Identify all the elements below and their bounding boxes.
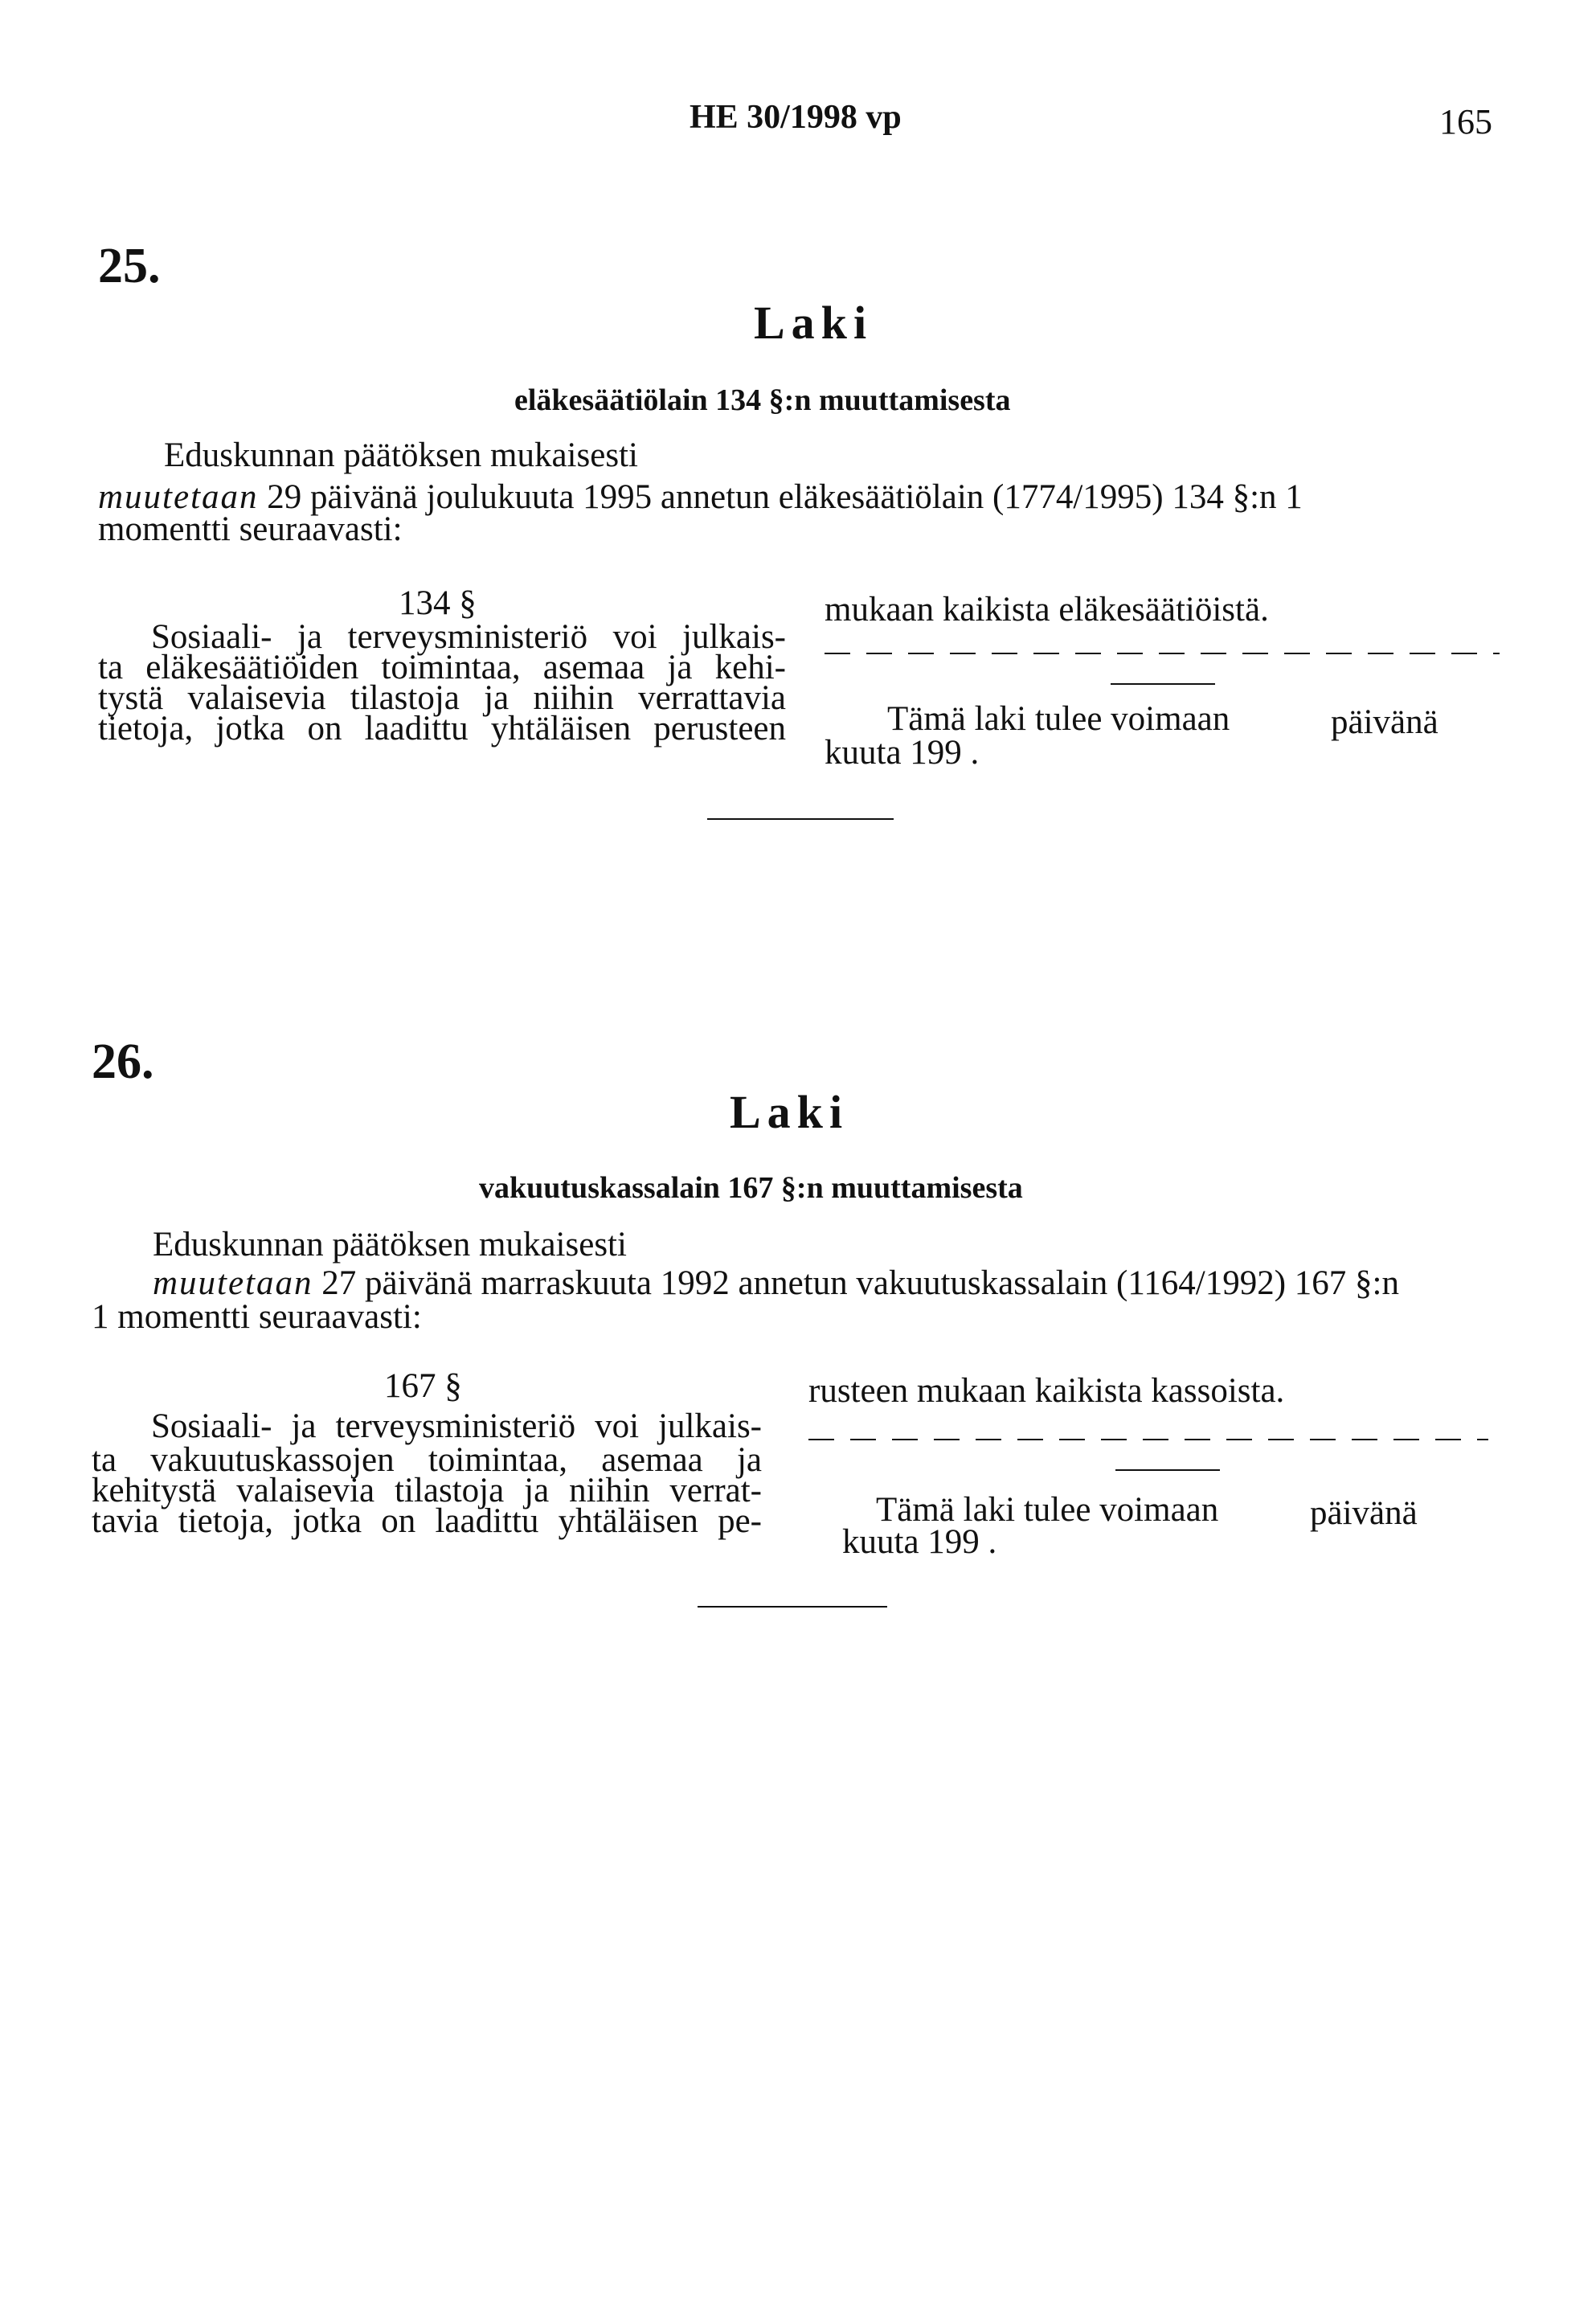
end-rule — [698, 1606, 887, 1608]
entry-into-force-b: päivänä — [1331, 703, 1438, 741]
page-number: 165 — [1439, 102, 1492, 141]
amend-verb: muutetaan — [153, 1264, 313, 1302]
short-rule — [1115, 1469, 1220, 1471]
section-heading: 167 § — [384, 1367, 462, 1405]
amendment-line-1 — [153, 1264, 1487, 1302]
left-line-4: tavia tietoja, jotka on laadittu yhtäläisen pe- — [92, 1502, 762, 1540]
left-line-2: ta eläkesäätiöiden toimintaa, asemaa ja kehi- — [98, 649, 786, 686]
right-continuation: mukaan kaikista eläkesäätiöistä. — [825, 591, 1269, 629]
amendment-line-1 — [98, 478, 1501, 516]
entry-into-force-c: kuuta 199 . — [842, 1523, 997, 1561]
section-heading: 134 § — [399, 584, 477, 622]
amendment-line-2: momentti seuraavasti: — [98, 510, 403, 548]
amend-text: 29 päivänä joulukuuta 1995 annetun eläkesäätiölain (1774/1995) 134 §:n 1 — [258, 478, 1303, 516]
amend-verb: muutetaan — [98, 478, 259, 516]
omitted-text-dashes — [808, 1439, 1488, 1440]
right-continuation: rusteen mukaan kaikista kassoista. — [808, 1372, 1285, 1410]
amendment-line-2: 1 momentti seuraavasti: — [92, 1298, 422, 1336]
law-subtitle: vakuutuskassalain 167 §:n muuttamisesta — [479, 1171, 1023, 1205]
law-heading: Laki — [754, 297, 874, 349]
left-line-2: ta vakuutuskassojen toimintaa, asemaa ja — [92, 1441, 762, 1479]
law-heading: Laki — [730, 1086, 849, 1138]
law-subtitle: eläkesäätiölain 134 §:n muuttamisesta — [514, 383, 1011, 417]
law-number: 26. — [92, 1034, 154, 1089]
entry-into-force-a: Tämä laki tulee voimaan — [887, 700, 1230, 738]
amend-text: 27 päivänä marraskuuta 1992 annetun vakuutuskassalain (1164/1992) 167 §:n — [313, 1264, 1399, 1302]
omitted-text-dashes — [825, 653, 1500, 654]
short-rule — [1111, 683, 1215, 685]
left-line-3: kehitystä valaisevia tilastoja ja niihin verrat- — [92, 1472, 762, 1509]
left-line-1: Sosiaali- ja terveysministeriö voi julkais- — [151, 618, 786, 656]
law-number: 25. — [98, 239, 161, 293]
entry-into-force-a: Tämä laki tulee voimaan — [876, 1491, 1219, 1529]
left-line-4: tietoja, jotka on laadittu yhtäläisen perusteen — [98, 710, 786, 748]
entry-into-force-b: päivänä — [1310, 1494, 1418, 1532]
enactment-clause: Eduskunnan päätöksen mukaisesti — [164, 436, 638, 474]
end-rule — [707, 818, 894, 820]
entry-into-force-c: kuuta 199 . — [825, 734, 980, 772]
left-line-3: tystä valaisevia tilastoja ja niihin verrattavia — [98, 679, 786, 717]
enactment-clause: Eduskunnan päätöksen mukaisesti — [153, 1226, 627, 1264]
left-line-1: Sosiaali- ja terveysministeriö voi julkais- — [151, 1407, 762, 1445]
running-header-title: HE 30/1998 vp — [690, 99, 902, 136]
